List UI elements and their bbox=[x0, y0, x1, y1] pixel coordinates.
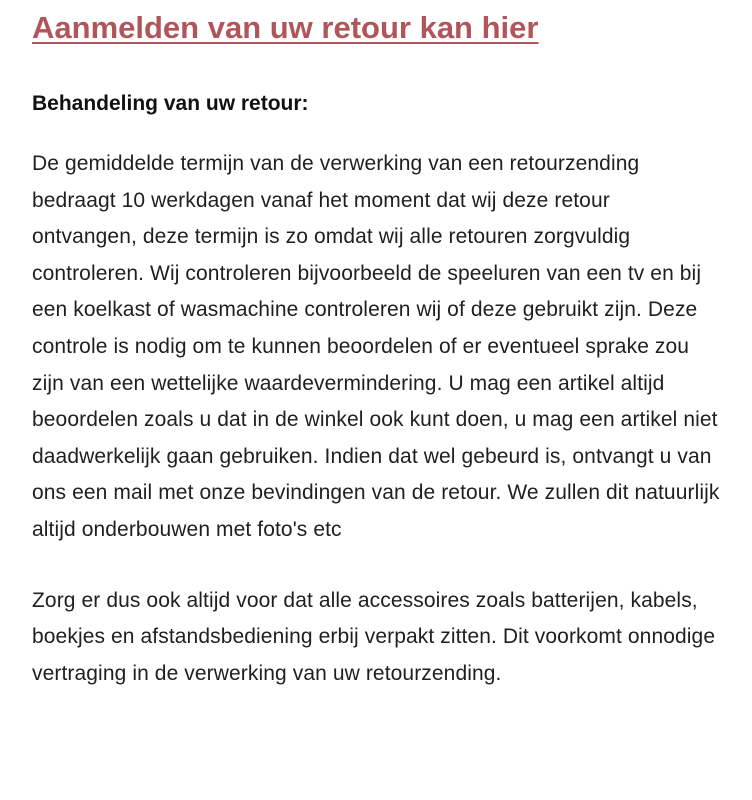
section-heading: Behandeling van uw retour: bbox=[32, 92, 309, 115]
accessories-paragraph: Zorg er dus ook altijd voor dat alle accessoires zoals batterijen, kabels, boekjes en afstandsbediening erbij verpakt zitten. Dit voorkomt onnodige vertraging in de verwerking van uw retourzending. bbox=[32, 588, 716, 685]
register-return-link[interactable]: Aanmelden van uw retour kan hier bbox=[32, 10, 539, 45]
processing-paragraph: De gemiddelde termijn van de verwerking van een retourzending bedraagt 10 werkdagen vanaf het moment dat wij deze retour ontvangen, deze termijn is zo omdat wij alle retouren zorgvuldig controleren. Wij controleren bijvoorbeeld de speeluren van een tv en bij een koelkast of wasmachine controleren wij of deze gebruikt zijn. Deze controle is nodig om te kunnen beoordelen of er eventueel sprake zou zijn van een wettelijke waardevermindering. U mag een artikel altijd beoordelen zoals u dat in de winkel ook kunt doen, u mag een artikel niet daadwerkelijk gaan gebruiken. Indien dat wel gebeurd is, ontvangt u van ons een mail met onze bevindingen van de retour. We zullen dit natuurlijk altijd onderbouwen met foto's etc bbox=[32, 152, 720, 541]
page-content bbox=[0, 8, 752, 800]
